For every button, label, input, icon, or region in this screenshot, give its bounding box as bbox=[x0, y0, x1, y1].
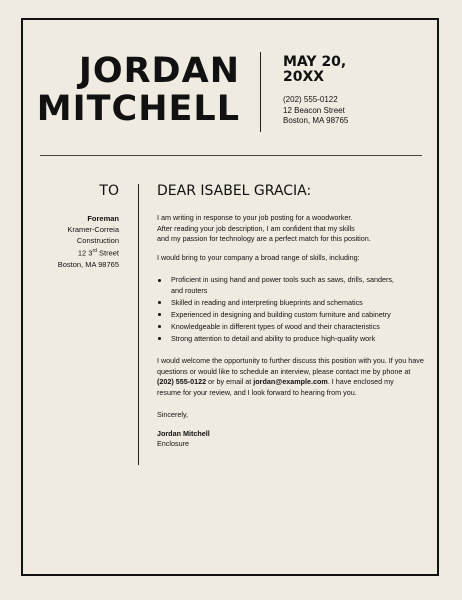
letter-body bbox=[157, 213, 425, 450]
horizontal-divider bbox=[40, 155, 422, 156]
salutation: DEAR ISABEL GRACIA: bbox=[157, 183, 312, 199]
sender-contact bbox=[283, 95, 348, 127]
recipient-city: Boston, MA 98765 bbox=[57, 259, 119, 269]
sender-phone: (202) 555-0122 bbox=[283, 95, 338, 104]
date-line2: 20XX bbox=[283, 69, 325, 85]
contact-phone: (202) 555-0122 bbox=[157, 377, 207, 387]
date-line1: MAY 20, bbox=[283, 54, 347, 70]
sender-street: 12 Beacon Street bbox=[283, 105, 345, 115]
first-name: JORDAN bbox=[78, 51, 240, 91]
applicant-name bbox=[37, 52, 240, 128]
recipient-address bbox=[58, 214, 119, 270]
recipient-company-line1: Kramer-Correia bbox=[67, 224, 119, 234]
closing: Sincerely, bbox=[157, 410, 189, 420]
recipient-company-line2: Construction bbox=[76, 235, 119, 245]
list-item: Knowledgeable in different types of wood and their characteristics bbox=[157, 322, 425, 333]
contact-email: jordan@example.com bbox=[253, 377, 328, 387]
header-divider bbox=[260, 52, 261, 132]
sender-city: Boston, MA 98765 bbox=[283, 116, 349, 125]
list-item: Skilled in reading and interpreting blueprints and schematics bbox=[157, 298, 425, 309]
paragraph-closing: I would welcome the opportunity to further discuss this position with you. If you have questions or would like to schedule an interview, please contact me by phone at (202) 555-0122 or by email at jordan@example.com. I have enclosed my resume for your review, and I look forward to hearing from you. bbox=[157, 356, 424, 397]
signature-name: Jordan Mitchell bbox=[157, 428, 210, 438]
last-name: MITCHELL bbox=[36, 89, 240, 129]
skills-list bbox=[157, 275, 425, 344]
letter-date bbox=[283, 55, 346, 85]
body-divider bbox=[138, 184, 139, 465]
list-item: Proficient in using hand and power tools such as saws, drills, sanders, and routers bbox=[157, 275, 425, 296]
recipient-street: 12 3rd Street bbox=[77, 248, 119, 258]
list-item: Strong attention to detail and ability to produce high-quality work bbox=[157, 334, 425, 345]
list-item: Experienced in designing and building custom furniture and cabinetry bbox=[157, 310, 425, 321]
enclosure-note: Enclosure bbox=[157, 439, 189, 449]
paragraph-skills-intro: I would bring to your company a broad range of skills, including: bbox=[157, 252, 360, 262]
paragraph-intro: I am writing in response to your job posting for a woodworker. After reading your job description, I am confident that my skills and my passion for technology are a perfect match for this position. bbox=[157, 213, 371, 243]
recipient-title: Foreman bbox=[87, 214, 119, 223]
to-heading: TO bbox=[99, 183, 119, 199]
